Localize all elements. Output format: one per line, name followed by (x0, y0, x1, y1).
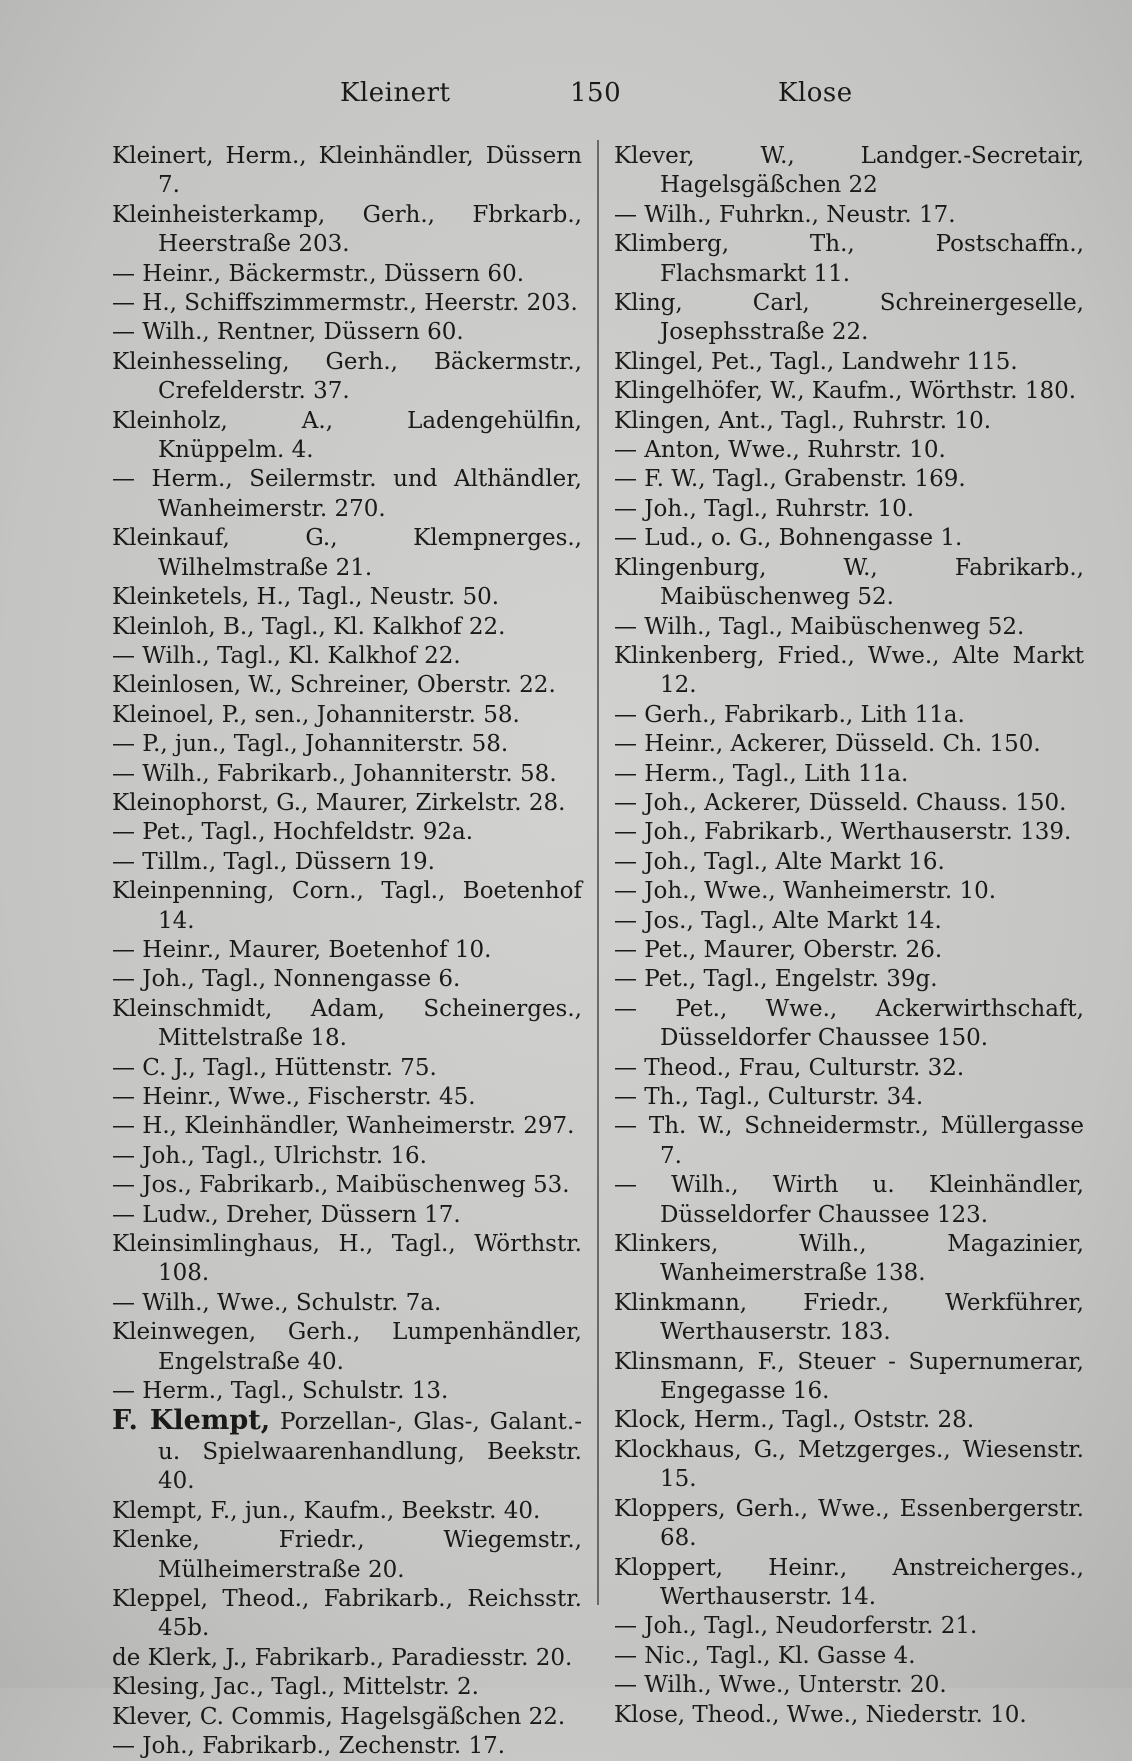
directory-entry (614, 201, 1084, 230)
entry-text: — C. J., Tagl., Hüttenstr. 75. (112, 1054, 437, 1081)
directory-entry (614, 1112, 1084, 1171)
directory-entry (112, 583, 582, 612)
entry-text: — Theod., Frau, Culturstr. 32. (614, 1054, 965, 1081)
entry-text: — H., Schiffszimmermstr., Heerstr. 203. (112, 290, 578, 317)
directory-entry (614, 1171, 1084, 1230)
directory-entry (112, 1497, 582, 1526)
entry-text: — P., jun., Tagl., Johanniterstr. 58. (112, 731, 509, 758)
directory-entry (112, 1289, 582, 1318)
directory-entry (112, 965, 582, 994)
entry-text: Kleinschmidt, Adam, Scheinerges., Mittelstraße 18. (112, 995, 582, 1052)
directory-entry (112, 877, 582, 936)
entry-text: — Joh., Tagl., Nonnengasse 6. (112, 966, 461, 993)
entry-text: Kleinketels, H., Tagl., Neustr. 50. (112, 584, 500, 611)
entry-text: — Wilh., Wwe., Schulstr. 7a. (112, 1289, 442, 1316)
directory-entry (112, 1230, 582, 1289)
entry-text: Kleinloh, B., Tagl., Kl. Kalkhof 22. (112, 613, 506, 640)
entry-text: — Tillm., Tagl., Düssern 19. (112, 848, 435, 875)
directory-entry (614, 789, 1084, 818)
entry-text: — Gerh., Fabrikarb., Lith 11a. (614, 701, 965, 728)
directory-entry (614, 1406, 1084, 1435)
entry-text: — Pet., Maurer, Oberstr. 26. (614, 936, 943, 963)
directory-entry (112, 671, 582, 700)
directory-entry (112, 201, 582, 260)
entry-text: Kleinheisterkamp, Gerh., Fbrkarb., Heerstraße 203. (112, 201, 582, 258)
left-column (112, 142, 582, 1761)
entry-text: — Th. W., Schneidermstr., Müllergasse 7. (614, 1113, 1084, 1169)
directory-entry (614, 1495, 1084, 1554)
directory-entry (614, 848, 1084, 877)
entry-text: Klesing, Jac., Tagl., Mittelstr. 2. (112, 1674, 479, 1701)
entry-text: — Wilh., Fuhrkn., Neustr. 17. (614, 201, 956, 228)
directory-entry (614, 613, 1084, 642)
entry-text: — Wilh., Tagl., Maibüschenweg 52. (614, 613, 1025, 640)
directory-entry (614, 877, 1084, 906)
directory-entry (112, 1171, 582, 1200)
directory-entry (614, 760, 1084, 789)
entry-text: Klose, Theod., Wwe., Niederstr. 10. (614, 1701, 1027, 1728)
entry-text: — Joh., Wwe., Wanheimerstr. 10. (614, 878, 997, 905)
directory-entry (112, 407, 582, 466)
entry-text: — Jos., Fabrikarb., Maibüschenweg 53. (112, 1172, 570, 1199)
entry-text: — Wilh., Wirth u. Kleinhändler, Düsseldorfer Chaussee 123. (614, 1172, 1084, 1228)
header-right-keyword: Klose (778, 78, 853, 108)
directory-entry (112, 760, 582, 789)
entry-text: — Th., Tagl., Culturstr. 34. (614, 1084, 924, 1110)
entry-text: Klingel, Pet., Tagl., Landwehr 115. (614, 348, 1018, 375)
entry-text: Kleinhesseling, Gerh., Bäckermstr., Crefelderstr. 37. (112, 348, 582, 405)
directory-entry (112, 936, 582, 965)
entry-text: — Anton, Wwe., Ruhrstr. 10. (614, 437, 946, 464)
directory-entry (614, 289, 1084, 348)
directory-entry (112, 730, 582, 759)
directory-entry (614, 377, 1084, 406)
entry-advert-name: F. Klempt, (112, 1405, 271, 1437)
header-left-keyword: Kleinert (340, 78, 451, 108)
entry-text: Klockhaus, G., Metzgerges., Wiesenstr. 15. (614, 1436, 1084, 1493)
directory-entry (614, 1054, 1084, 1083)
entry-text: Klock, Herm., Tagl., Oststr. 28. (614, 1407, 975, 1434)
directory-entry (112, 348, 582, 407)
entry-text: — Pet., Wwe., Ackerwirthschaft, Düsseldorfer Chaussee 150. (614, 995, 1084, 1052)
page-header (110, 78, 1080, 118)
entry-text: Kleinpenning, Corn., Tagl., Boetenhof 14. (112, 878, 582, 934)
directory-entry (614, 1289, 1084, 1348)
entry-text: Klever, W., Landger.-Secretair, Hagelsgäßchen 22 (614, 143, 1084, 199)
directory-entry (112, 1142, 582, 1171)
entry-text: — Joh., Tagl., Neudorferstr. 21. (614, 1613, 978, 1640)
directory-entry (112, 642, 582, 671)
entry-text: — Jos., Tagl., Alte Markt 14. (614, 907, 942, 934)
directory-entry (614, 965, 1084, 994)
entry-text: — Joh., Tagl., Ruhrstr. 10. (614, 495, 915, 522)
directory-entry (614, 1554, 1084, 1613)
directory-entry (112, 465, 582, 524)
directory-entry (614, 1671, 1084, 1700)
directory-entry (614, 1612, 1084, 1641)
directory-entry (112, 1201, 582, 1230)
directory-entry (112, 1526, 582, 1585)
entry-text: — F. W., Tagl., Grabenstr. 169. (614, 466, 966, 493)
entry-text: — Herm., Seilermstr. und Althändler, Wanheimerstr. 270. (112, 466, 582, 522)
directory-entry (614, 730, 1084, 759)
directory-entry (614, 1642, 1084, 1671)
directory-entry (112, 260, 582, 289)
entry-text: Klingen, Ant., Tagl., Ruhrstr. 10. (614, 407, 992, 434)
entry-text: Kleinkauf, G., Klempnerges., Wilhelmstraße 21. (112, 525, 582, 581)
entry-text: — Wilh., Fabrikarb., Johanniterstr. 58. (112, 760, 557, 787)
directory-entry (112, 524, 582, 583)
entry-text: Kling, Carl, Schreinergeselle, Josephsstraße 22. (614, 290, 1084, 346)
directory-entry (112, 1732, 582, 1761)
entry-text: — Wilh., Tagl., Kl. Kalkhof 22. (112, 642, 461, 669)
entry-text: Kleppel, Theod., Fabrikarb., Reichsstr. 45b. (112, 1585, 582, 1642)
column-divider (597, 140, 599, 1605)
directory-entry (112, 1318, 582, 1377)
entry-text: — Joh., Ackerer, Düsseld. Chauss. 150. (614, 789, 1067, 816)
directory-entry (614, 348, 1084, 377)
entry-text: — Joh., Tagl., Ulrichstr. 16. (112, 1142, 427, 1169)
entry-text: — Joh., Tagl., Alte Markt 16. (614, 848, 945, 875)
entry-text: Kleinophorst, G., Maurer, Zirkelstr. 28. (112, 789, 566, 816)
entry-text: — Lud., o. G., Bohnengasse 1. (614, 525, 963, 552)
entry-text: — Wilh., Rentner, Düssern 60. (112, 319, 464, 346)
entry-text: Klingelhöfer, W., Kaufm., Wörthstr. 180. (614, 378, 1077, 405)
directory-entry (112, 142, 582, 201)
entry-text: — Pet., Tagl., Engelstr. 39g. (614, 966, 938, 993)
directory-entry (112, 1585, 582, 1644)
directory-entry (112, 789, 582, 818)
entry-text: — Heinr., Ackerer, Düsseld. Ch. 150. (614, 731, 1041, 758)
directory-entry (614, 142, 1084, 201)
directory-entry (112, 848, 582, 877)
entry-text: Kleinlosen, W., Schreiner, Oberstr. 22. (112, 672, 556, 699)
directory-entry (112, 1112, 582, 1141)
directory-entry (614, 465, 1084, 494)
entry-text: — Pet., Tagl., Hochfeldstr. 92a. (112, 819, 474, 846)
directory-entry (614, 995, 1084, 1054)
entry-text: de Klerk, J., Fabrikarb., Paradiesstr. 20. (112, 1644, 573, 1671)
directory-entry (614, 1436, 1084, 1495)
directory-entry (614, 230, 1084, 289)
entry-text: — Heinr., Wwe., Fischerstr. 45. (112, 1084, 476, 1110)
entry-text: Kloppert, Heinr., Anstreicherges., Werthauserstr. 14. (614, 1554, 1084, 1610)
directory-entry (112, 1054, 582, 1083)
directory-entry (614, 436, 1084, 465)
directory-entry (112, 289, 582, 318)
directory-entry (614, 524, 1084, 553)
directory-entry (614, 1083, 1084, 1112)
entry-text: Kloppers, Gerh., Wwe., Essenbergerstr. 68. (614, 1495, 1084, 1552)
directory-entry (112, 1377, 582, 1406)
directory-entry (614, 701, 1084, 730)
entry-text: — Joh., Fabrikarb., Werthauserstr. 139. (614, 819, 1072, 846)
entry-text: — Herm., Tagl., Lith 11a. (614, 760, 909, 787)
entry-text: Klever, C. Commis, Hagelsgäßchen 22. (112, 1703, 566, 1730)
entry-text: Kleinert, Herm., Kleinhändler, Düssern 7. (112, 143, 582, 199)
directory-entry (614, 818, 1084, 847)
directory-entry (112, 1644, 582, 1673)
directory-entry (614, 1348, 1084, 1407)
entry-text: Klimberg, Th., Postschaffn., Flachsmarkt 11. (614, 231, 1084, 287)
entry-text: Klingenburg, W., Fabrikarb., Maibüschenweg 52. (614, 554, 1084, 611)
entry-text: — Nic., Tagl., Kl. Gasse 4. (614, 1642, 916, 1669)
entry-text: Kleinoel, P., sen., Johanniterstr. 58. (112, 701, 520, 728)
directory-entry (614, 1230, 1084, 1289)
entry-text: — Herm., Tagl., Schulstr. 13. (112, 1378, 449, 1405)
entry-text: — Wilh., Wwe., Unterstr. 20. (614, 1672, 947, 1699)
directory-entry (112, 1083, 582, 1112)
right-column (614, 142, 1084, 1730)
entry-text: — Heinr., Bäckermstr., Düssern 60. (112, 260, 525, 287)
directory-entry (614, 554, 1084, 613)
directory-entry (614, 495, 1084, 524)
entry-text: Kleinsimlinghaus, H., Tagl., Wörthstr. 108. (112, 1231, 582, 1287)
entry-text: Klenke, Friedr., Wiegemstr., Mülheimerstraße 20. (112, 1527, 582, 1583)
entry-text: — Ludw., Dreher, Düssern 17. (112, 1201, 461, 1228)
directory-entry (614, 1701, 1084, 1730)
directory-entry (112, 613, 582, 642)
entry-text: Klinsmann, F., Steuer - Supernumerar, Engegasse 16. (614, 1348, 1084, 1405)
entry-text: Kleinholz, A., Ladengehülfin, Knüppelm. 4. (112, 407, 582, 464)
entry-text: — H., Kleinhändler, Wanheimerstr. 297. (112, 1113, 575, 1140)
entry-text: Klinkenberg, Fried., Wwe., Alte Markt 12. (614, 642, 1084, 699)
entry-text: Kleinwegen, Gerh., Lumpenhändler, Engelstraße 40. (112, 1319, 582, 1375)
page-number: 150 (570, 78, 622, 108)
directory-entry (112, 701, 582, 730)
entry-text: Porzellan-, Glas-, Galant.- u. Spielwaarenhandlung, Beekstr. 40. (158, 1409, 582, 1495)
directory-entry (112, 1406, 582, 1496)
entry-text: — Heinr., Maurer, Boetenhof 10. (112, 936, 492, 963)
entry-text: Klinkers, Wilh., Magazinier, Wanheimerstraße 138. (614, 1231, 1084, 1287)
entry-text: Klinkmann, Friedr., Werkführer, Werthauserstr. 183. (614, 1289, 1084, 1346)
entry-text: — Joh., Fabrikarb., Zechenstr. 17. (112, 1732, 506, 1759)
directory-entry (112, 818, 582, 847)
directory-entry (614, 936, 1084, 965)
directory-entry (614, 907, 1084, 936)
directory-entry (112, 1703, 582, 1732)
directory-entry (112, 318, 582, 347)
directory-entry (614, 642, 1084, 701)
directory-entry (614, 407, 1084, 436)
directory-entry (112, 995, 582, 1054)
entry-text: Klempt, F., jun., Kaufm., Beekstr. 40. (112, 1497, 541, 1524)
